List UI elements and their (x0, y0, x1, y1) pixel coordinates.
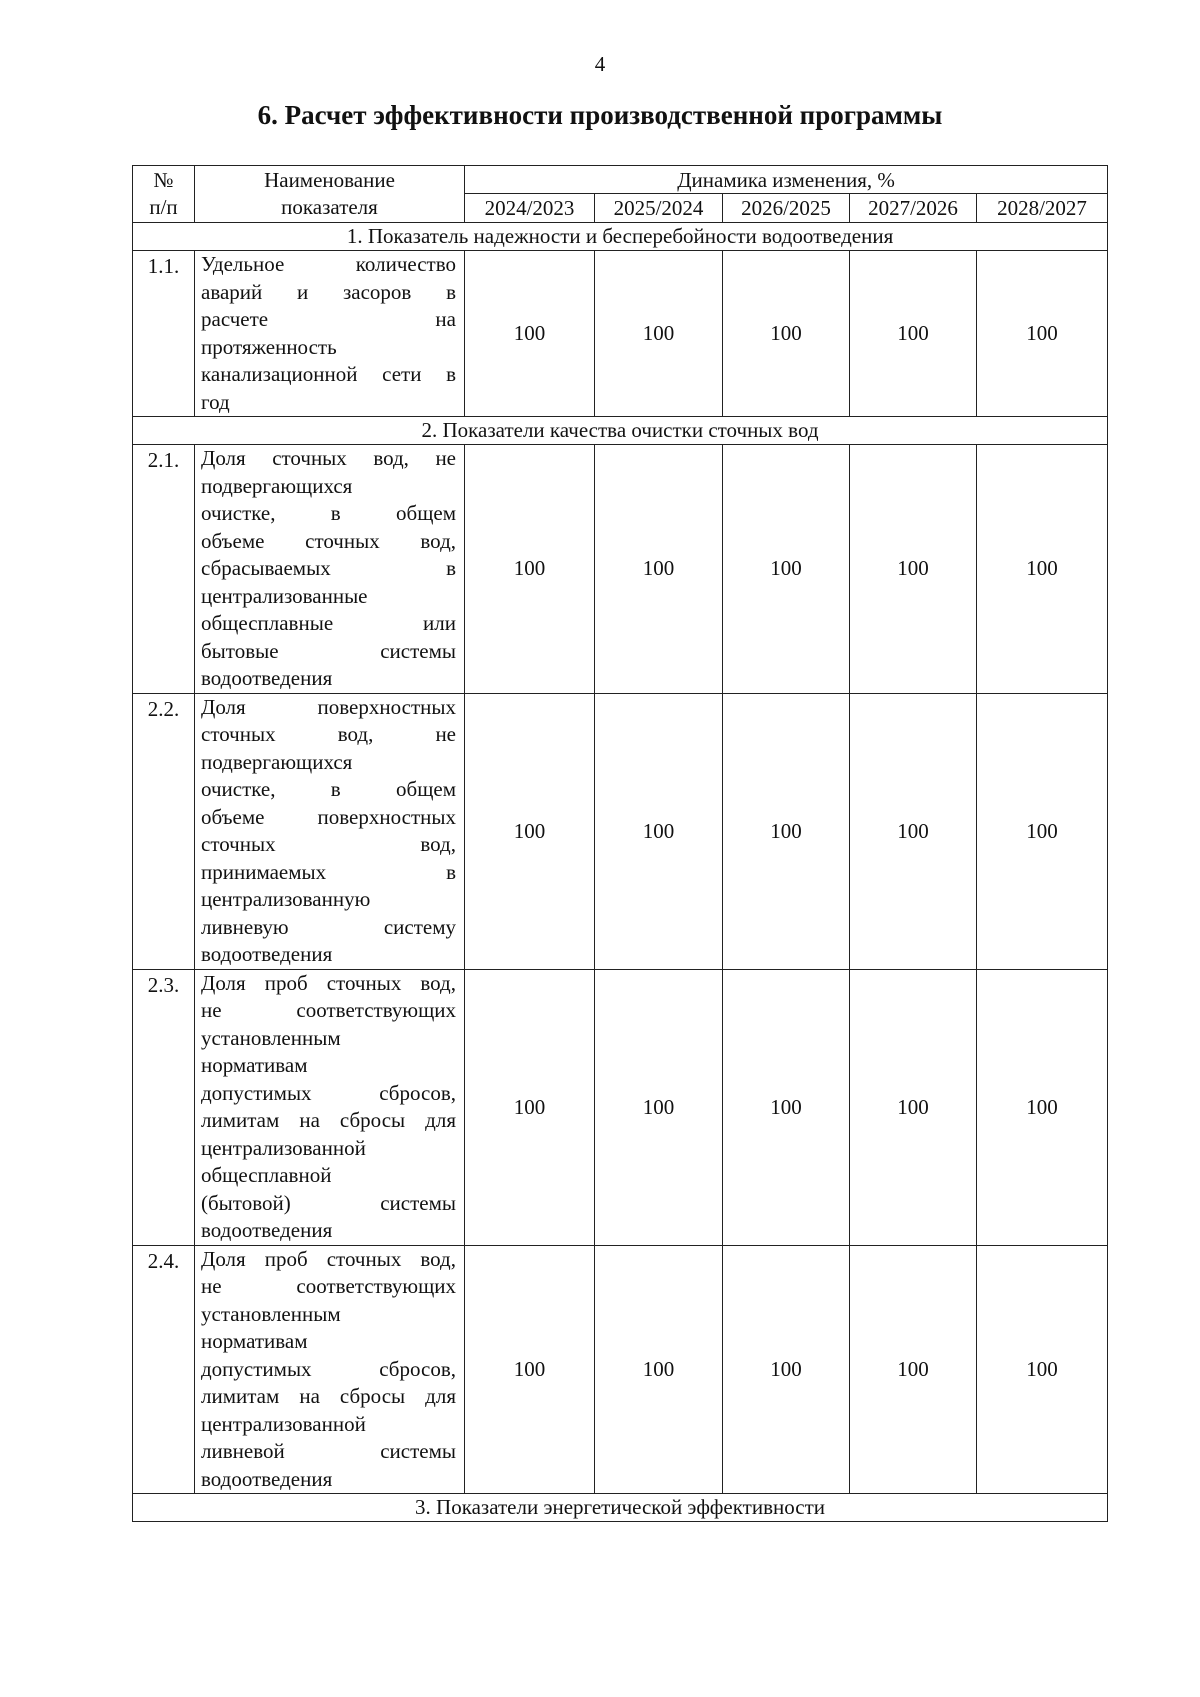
indicator-name-line: канализационной сети в (201, 362, 456, 386)
table-row (133, 445, 1108, 694)
header-year: 2024/2023 (465, 194, 595, 223)
header-year: 2028/2027 (977, 194, 1108, 223)
header-year: 2027/2026 (850, 194, 977, 223)
section-row (133, 417, 1108, 445)
indicator-name-line: ливневой системы (201, 1439, 456, 1463)
dynamics-value: 100 (595, 445, 723, 694)
indicator-name (195, 693, 465, 969)
dynamics-value: 100 (465, 251, 595, 417)
indicator-name-line: допустимых сбросов, (201, 1356, 456, 1381)
indicator-name-line: нормативам (201, 1053, 308, 1077)
section-title: 1. Показатель надежности и бесперебойности водоотведения (133, 223, 1108, 251)
dynamics-value: 100 (977, 251, 1108, 417)
indicator-name-line: год (201, 389, 230, 414)
row-number: 2.2. (133, 693, 195, 969)
indicator-name-line: ливневую систему (201, 914, 456, 939)
table-row (133, 969, 1108, 1245)
indicator-name-line: принимаемых в (201, 859, 456, 884)
indicator-name-line: лимитам на сбросы для (201, 1108, 456, 1132)
dynamics-value: 100 (595, 693, 723, 969)
section-row (133, 1494, 1108, 1522)
dynamics-value: 100 (850, 251, 977, 417)
dynamics-value: 100 (723, 969, 850, 1245)
indicator-name (195, 445, 465, 694)
indicator-name-line: водоотведения (201, 942, 333, 966)
indicator-name-line: Доля проб сточных вод, (201, 970, 456, 995)
page-title: 6. Расчет эффективности производственной программы (257, 100, 943, 130)
dynamics-value: 100 (595, 251, 723, 417)
indicator-name-line: водоотведения (201, 666, 333, 690)
section-title: 2. Показатели качества очистки сточных вод (133, 417, 1108, 445)
indicator-name-line: централизованную (201, 887, 371, 911)
header-num (133, 166, 195, 223)
header-name (195, 166, 465, 223)
efficiency-table (132, 165, 1108, 1522)
indicator-name-line: объеме поверхностных (201, 804, 456, 829)
indicator-name-line: централизованной (201, 1411, 366, 1436)
row-number: 2.4. (133, 1245, 195, 1494)
dynamics-value: 100 (977, 1245, 1108, 1494)
dynamics-value: 100 (723, 1245, 850, 1494)
indicator-name-line: допустимых сбросов, (201, 1080, 456, 1105)
indicator-name-line: водоотведения (201, 1466, 333, 1491)
indicator-name-line: подвергающихся (201, 473, 353, 498)
row-number: 1.1. (133, 251, 195, 417)
section-title: 3. Показатели энергетической эффективности (133, 1494, 1108, 1522)
dynamics-value: 100 (977, 693, 1108, 969)
indicator-name-line: (бытовой) системы (201, 1190, 456, 1215)
dynamics-value: 100 (465, 969, 595, 1245)
table-row (133, 251, 1108, 417)
page-number: 4 (594, 52, 606, 76)
indicator-name-line: лимитам на сбросы для (201, 1384, 456, 1408)
dynamics-value: 100 (723, 693, 850, 969)
indicator-name-line: сбрасываемых в (201, 556, 456, 580)
table-header (133, 166, 1108, 223)
row-number: 2.3. (133, 969, 195, 1245)
dynamics-value: 100 (977, 969, 1108, 1245)
indicator-name-line: установленным (201, 1025, 341, 1050)
dynamics-value: 100 (850, 1245, 977, 1494)
indicator-name-line: бытовые системы (201, 638, 456, 663)
dynamics-value: 100 (595, 1245, 723, 1494)
indicator-name-line: Доля проб сточных вод, (201, 1246, 456, 1271)
indicator-name-line: Доля сточных вод, не (201, 446, 456, 470)
indicator-name-line: очистке, в общем (201, 501, 456, 525)
indicator-name-line: очистке, в общем (201, 777, 456, 801)
dynamics-value: 100 (850, 445, 977, 694)
indicator-name-line: сточных вод, (201, 832, 456, 856)
header-year: 2026/2025 (723, 194, 850, 223)
indicator-name-line: сточных вод, не (201, 722, 456, 746)
header-num-line1: № (153, 168, 174, 192)
indicator-name (195, 251, 465, 417)
header-name-line2: показателя (281, 195, 378, 219)
indicator-name-line: Доля поверхностных (201, 694, 456, 719)
row-number: 2.1. (133, 445, 195, 694)
indicator-name-line: объеме сточных вод, (201, 528, 456, 553)
dynamics-value: 100 (723, 445, 850, 694)
indicator-name-line: общесплавные или (201, 611, 456, 635)
indicator-name-line: общесплавной (201, 1163, 332, 1187)
indicator-name-line: расчете на (201, 307, 456, 331)
dynamics-value: 100 (465, 693, 595, 969)
table-body (133, 223, 1108, 1522)
dynamics-value: 100 (465, 445, 595, 694)
indicator-name-line: не соответствующих (201, 998, 456, 1022)
indicator-name (195, 969, 465, 1245)
indicator-name-line: водоотведения (201, 1218, 333, 1242)
header-dynamics: Динамика изменения, % (465, 166, 1108, 194)
table-row (133, 693, 1108, 969)
indicator-name-line: Удельное количество (201, 252, 456, 276)
dynamics-value: 100 (850, 969, 977, 1245)
dynamics-value: 100 (977, 445, 1108, 694)
dynamics-value: 100 (850, 693, 977, 969)
header-num-line2: п/п (149, 195, 178, 219)
dynamics-value: 100 (723, 251, 850, 417)
indicator-name-line: подвергающихся (201, 749, 353, 774)
indicator-name-line: аварий и засоров в (201, 279, 456, 304)
table-row (133, 1245, 1108, 1494)
indicator-name-line: централизованные (201, 583, 368, 608)
header-year: 2025/2024 (595, 194, 723, 223)
indicator-name-line: нормативам (201, 1329, 308, 1353)
header-name-line1: Наименование (264, 168, 395, 192)
indicator-name-line: централизованной (201, 1135, 366, 1160)
section-row (133, 223, 1108, 251)
indicator-name-line: не соответствующих (201, 1274, 456, 1298)
indicator-name-line: установленным (201, 1301, 341, 1326)
indicator-name (195, 1245, 465, 1494)
indicator-name-line: протяженность (201, 334, 337, 359)
dynamics-value: 100 (595, 969, 723, 1245)
dynamics-value: 100 (465, 1245, 595, 1494)
